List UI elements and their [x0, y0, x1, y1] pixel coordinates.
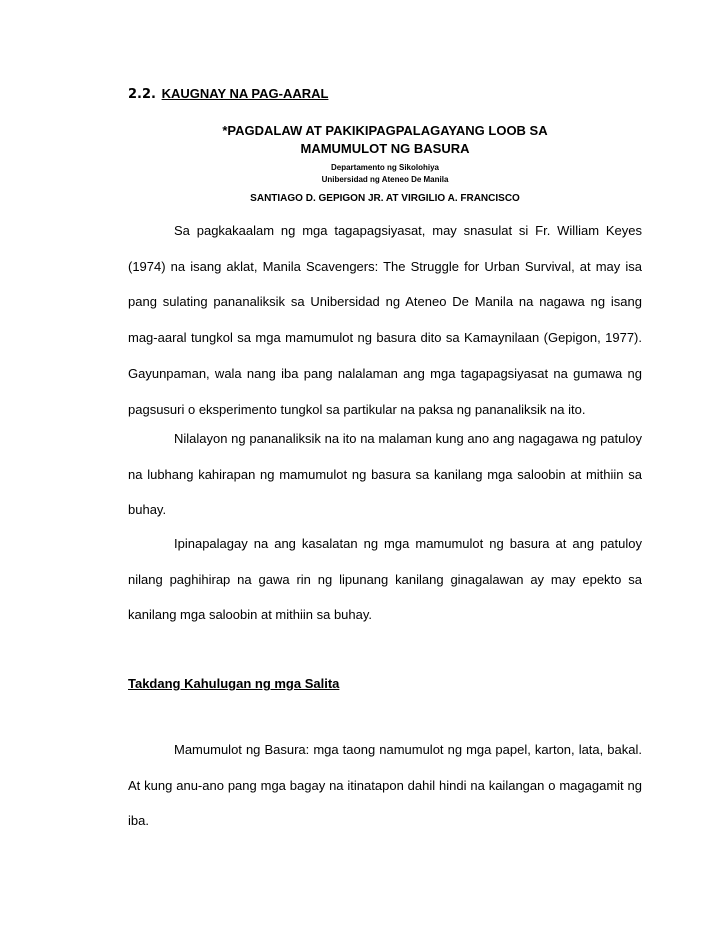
study-authors: SANTIAGO D. GEPIGON JR. AT VIRGILIO A. FRANCISCO — [250, 193, 520, 204]
university-name: Unibersidad ng Ateneo De Manila — [321, 175, 449, 184]
section-title: KAUGNAY NA PAG-AARAL — [161, 86, 329, 101]
definitions-heading: Takdang Kahulugan ng mga Salita — [128, 676, 340, 691]
paragraph-text: Sa pagkakaalam ng mga tagapagsiyasat, may snasulat si Fr. William Keyes (1974) na isang aklat, Manila Scavengers: The Struggle for Urban Survival, at may isa pang sulating pananaliksik sa Unibersidad ng Ateneo De Manila na nagawa ng isang mag-aaral tungkol sa mga mamumulot ng basura dito sa Kamaynilaan (Gepigon, 1977). Gayunpaman, wala nang iba pang nalalaman ang mga tagapagsiyasat na gumawa ng pagsusuri o eksperimento tungkol sa partikular na paksa ng pananaliksik na ito. — [128, 223, 642, 417]
paragraph-text: Ipinapalagay na ang kasalatan ng mga mamumulot ng basura at ang patuloy nilang paghihirap na gawa rin ng lipunang kanilang ginagalawan ay may epekto sa kanilang mga saloobin at mithiin sa buhay. — [128, 536, 642, 623]
study-title — [128, 122, 642, 158]
study-affiliation — [128, 162, 642, 186]
body-paragraph-1 — [128, 213, 642, 427]
paragraph-text: Nilalayon ng pananaliksik na ito na malaman kung ano ang nagagawa ng patuloy na lubhang kahirapan ng mamumulot ng basura sa kanilang mga saloobin at mithiin sa buhay. — [128, 431, 642, 518]
body-paragraph-2 — [128, 421, 642, 528]
department-name: Departamento ng Sikolohiya — [330, 163, 440, 172]
body-paragraph-3 — [128, 526, 642, 633]
study-title-line-2: MAMUMULOT NG BASURA — [300, 141, 470, 156]
study-title-line-1: *PAGDALAW AT PAKIKIPAGPALAGAYANG LOOB SA — [222, 123, 548, 138]
definitions-paragraph — [128, 732, 642, 839]
section-heading — [128, 86, 328, 102]
definition-text: Mamumulot ng Basura: mga taong namumulot ng mga papel, karton, lata, bakal. At kung anu-ano pang mga bagay na itinatapon dahil hindi na kailangan o magagamit ng iba. — [128, 742, 642, 829]
section-number: 2.2. — [128, 87, 156, 102]
